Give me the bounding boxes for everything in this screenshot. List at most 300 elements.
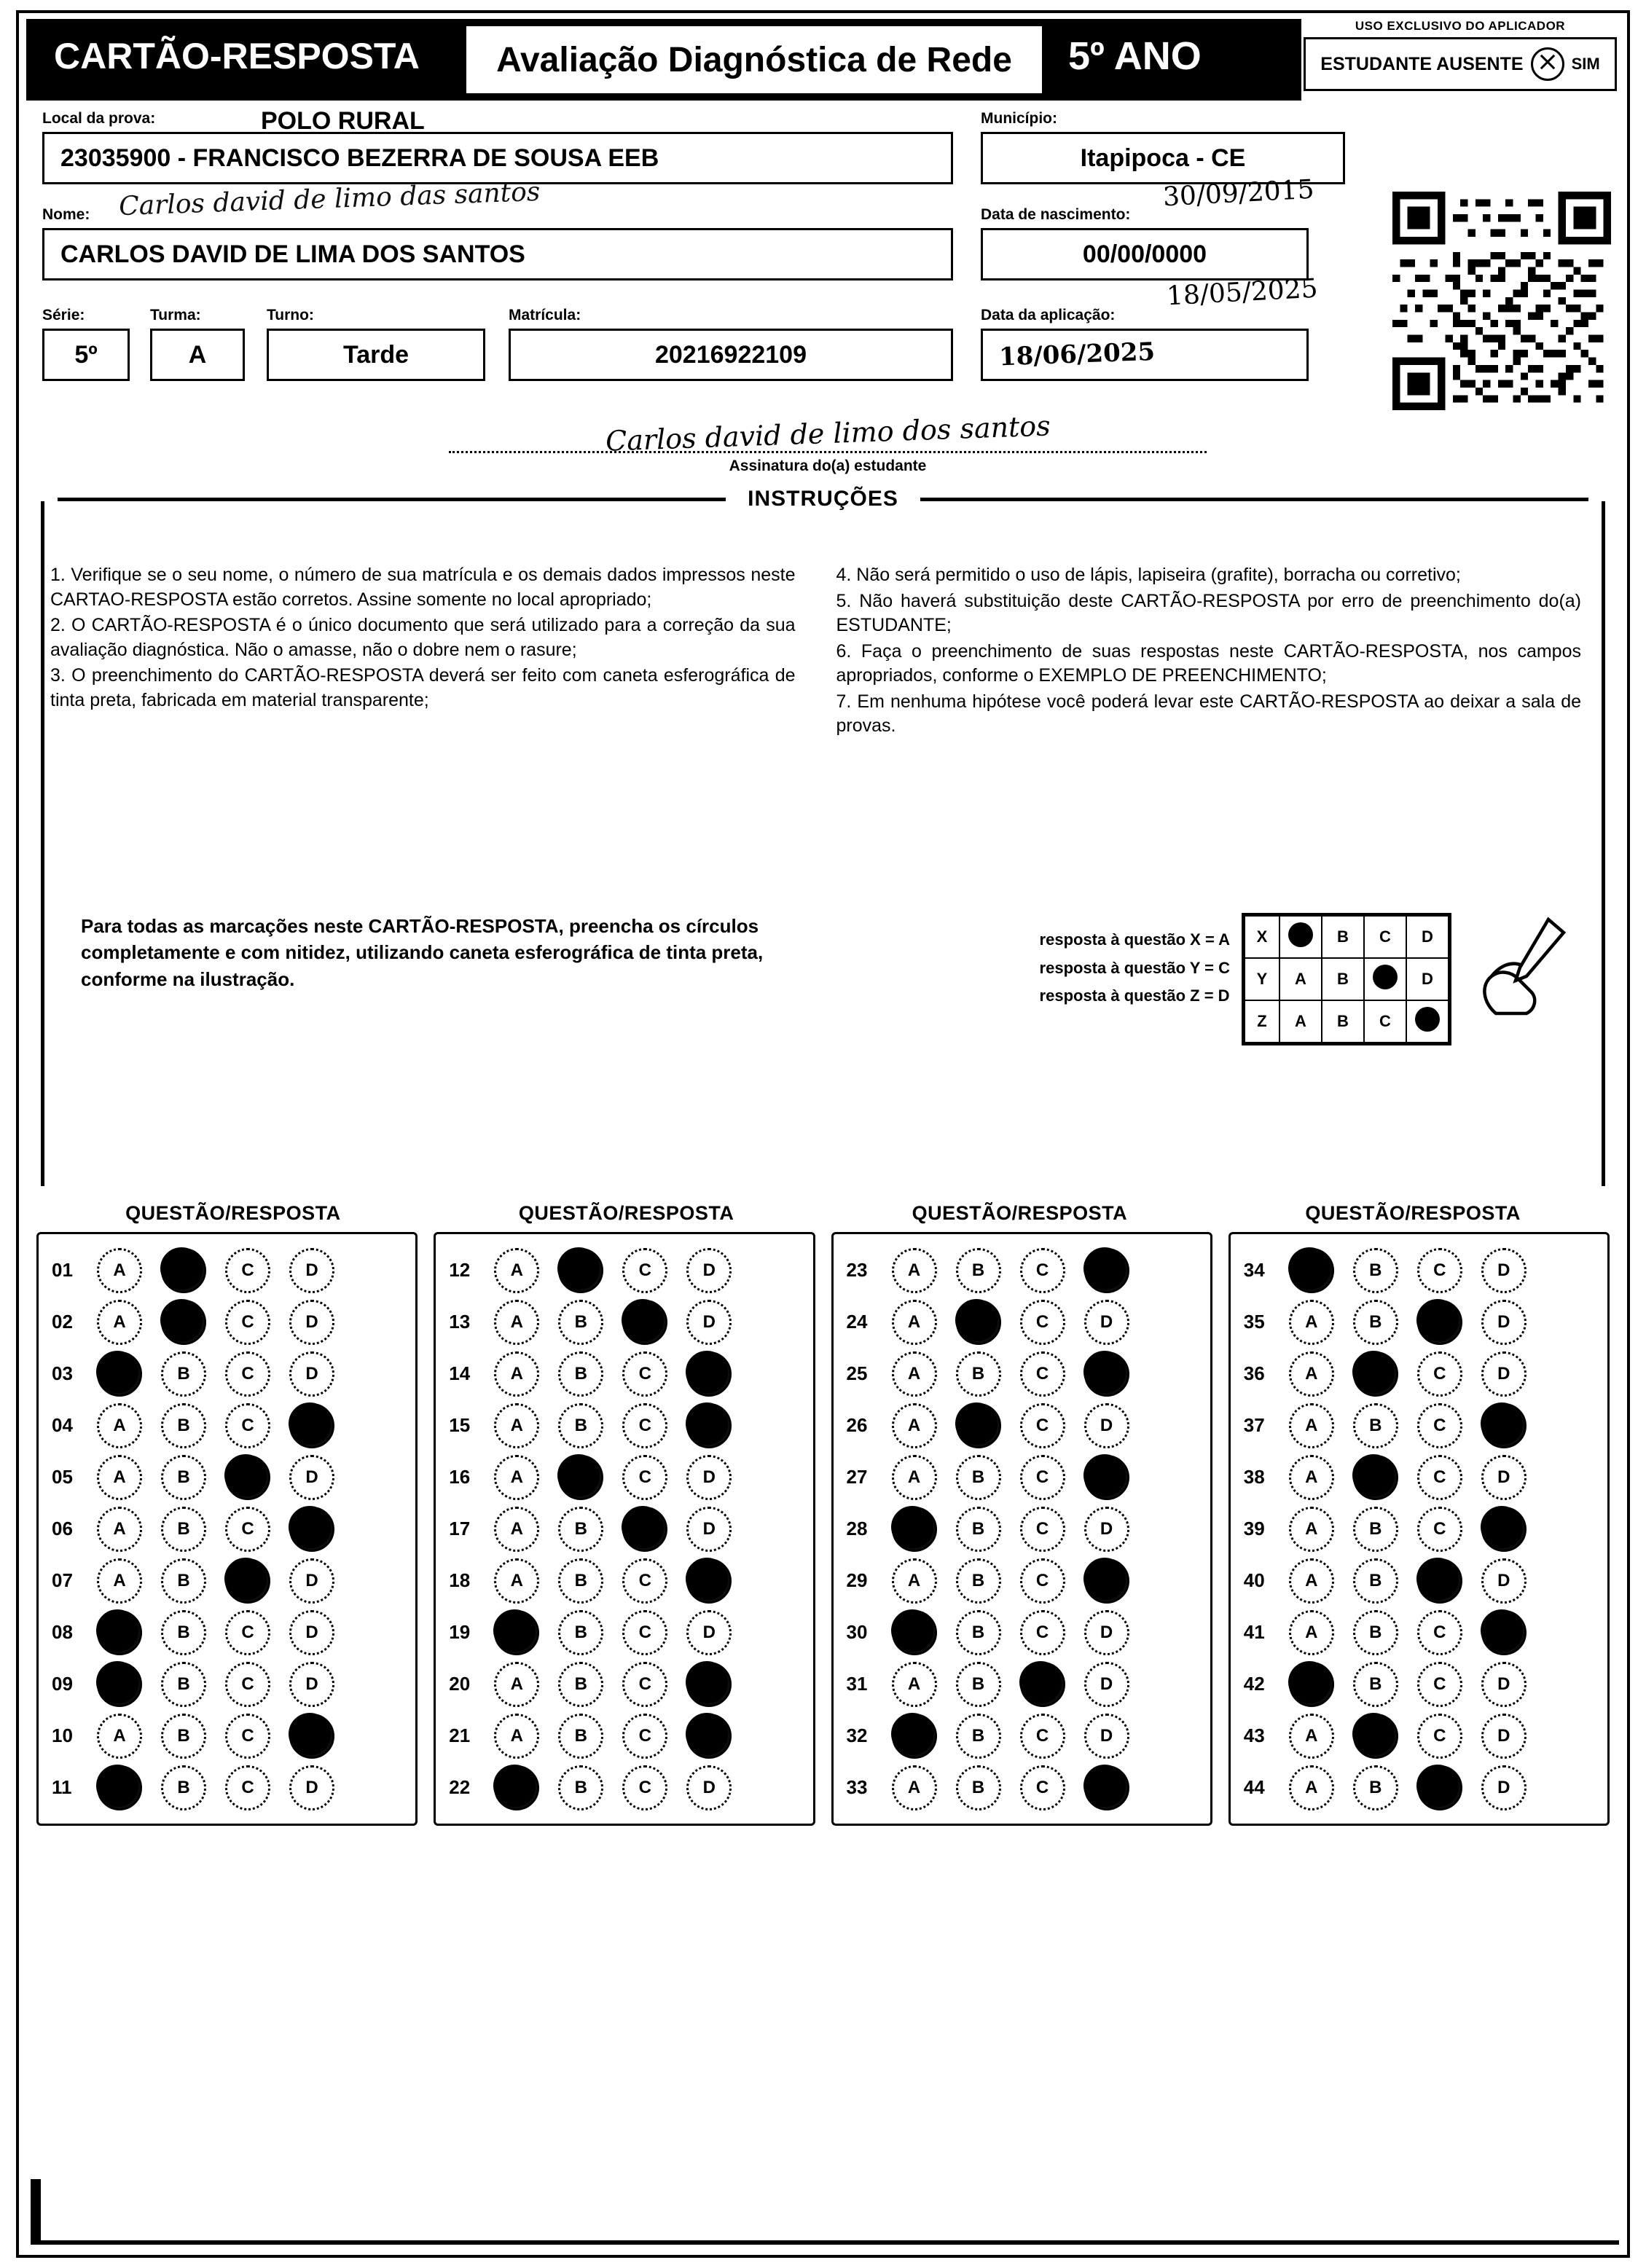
question-number: 11 (52, 1776, 72, 1798)
absent-box[interactable] (1304, 37, 1617, 91)
answer-bubble[interactable]: B (161, 1558, 206, 1604)
answer-bubble[interactable]: C (622, 1714, 667, 1759)
nascimento-field-group (981, 174, 1315, 280)
turno-label: Turno: (267, 307, 314, 323)
answer-bubble[interactable]: A (494, 1558, 539, 1604)
nascimento-handwriting: 30/09/2015 (1162, 174, 1315, 213)
answer-bubble[interactable]: B (956, 1714, 1001, 1759)
answer-bubble[interactable]: A (494, 1455, 539, 1500)
example-legend-line: resposta à questão X = A (1039, 930, 1230, 949)
answer-bubble-marked[interactable] (161, 1248, 206, 1293)
answer-bubble[interactable]: C (225, 1300, 270, 1345)
example-legend-line: resposta à questão Y = C (1039, 958, 1230, 977)
answer-bubble[interactable]: D (1084, 1403, 1129, 1448)
answer-bubble-marked[interactable] (225, 1558, 270, 1604)
answer-bubble[interactable]: D (1084, 1300, 1129, 1345)
question-row (46, 1503, 408, 1555)
answer-bubble[interactable]: A (494, 1248, 539, 1293)
question-number: 06 (52, 1518, 73, 1539)
question-number: 01 (52, 1259, 73, 1281)
answer-bubble[interactable]: B (1353, 1662, 1398, 1707)
instructions-title: INSTRUÇÕES (739, 487, 907, 511)
answer-bubble[interactable]: C (622, 1765, 667, 1810)
turno-field-group (267, 307, 485, 381)
answer-bubble[interactable]: C (1417, 1248, 1462, 1293)
title-rule-left (58, 498, 726, 501)
turma-field (150, 329, 245, 381)
answer-bubble[interactable]: B (558, 1351, 603, 1397)
answer-bubble[interactable]: A (1289, 1714, 1334, 1759)
question-number: 41 (1243, 1621, 1265, 1643)
exam-title-box (466, 26, 1042, 93)
question-row (1238, 1244, 1600, 1296)
answer-bubble[interactable]: A (892, 1403, 937, 1448)
answer-bubble-marked[interactable] (558, 1455, 603, 1500)
answer-bubble[interactable]: D (1084, 1610, 1129, 1655)
answer-bubble[interactable]: A (97, 1507, 142, 1552)
nome-label: Nome: (42, 206, 90, 223)
question-number: 36 (1243, 1362, 1265, 1384)
example-row (1245, 916, 1449, 958)
question-number: 20 (449, 1673, 471, 1695)
answer-bubble[interactable]: C (1417, 1714, 1462, 1759)
question-row (1238, 1348, 1600, 1400)
answer-bubble[interactable]: C (1417, 1403, 1462, 1448)
question-row (443, 1710, 805, 1762)
answer-bubble-marked[interactable] (1289, 1248, 1334, 1293)
answer-bubble-marked[interactable] (1417, 1558, 1462, 1604)
answer-bubble-marked[interactable] (1481, 1610, 1527, 1655)
answer-bubble[interactable]: C (1020, 1507, 1065, 1552)
answer-bubble[interactable]: D (686, 1248, 732, 1293)
answer-bubble[interactable]: D (289, 1351, 334, 1397)
answer-bubble[interactable]: C (1020, 1455, 1065, 1500)
turma-label: Turma: (150, 307, 201, 323)
answer-bubble[interactable]: C (1020, 1403, 1065, 1448)
question-number: 10 (52, 1724, 73, 1746)
example-bubble: C (1364, 916, 1406, 958)
aplicacao-handwriting: 18/05/2025 (1166, 273, 1319, 312)
answer-bubble[interactable]: D (1084, 1662, 1129, 1707)
answer-bubble-marked[interactable] (225, 1455, 270, 1500)
answer-bubble-marked[interactable] (558, 1248, 603, 1293)
instructions-title-bar (44, 487, 1602, 511)
answer-bubble[interactable]: D (289, 1300, 334, 1345)
answer-bubble-marked[interactable] (892, 1610, 937, 1655)
instruction-item: 2. O CARTÃO-RESPOSTA é o único documento que será utilizado para a correção da sua avaliação diagnóstica. Não o amasse, não o dobre nem o rasure; (50, 615, 796, 660)
answer-bubble[interactable]: C (622, 1610, 667, 1655)
answer-bubble[interactable]: D (1481, 1300, 1527, 1345)
answer-bubble[interactable]: B (1353, 1610, 1398, 1655)
qr-code (1392, 192, 1611, 410)
question-row (841, 1710, 1203, 1762)
answer-bubble[interactable]: A (1289, 1455, 1334, 1500)
question-number: 03 (52, 1362, 73, 1384)
turno-field (267, 329, 485, 381)
example-legend (1040, 913, 1230, 1011)
answer-bubble-marked[interactable] (686, 1558, 732, 1604)
answer-bubble[interactable]: B (558, 1558, 603, 1604)
answer-bubble-marked[interactable] (1084, 1558, 1129, 1604)
answer-bubble[interactable]: C (622, 1455, 667, 1500)
example-bubble: A (1279, 1000, 1322, 1043)
answer-bubble[interactable]: D (1481, 1248, 1527, 1293)
answer-bubble[interactable]: C (1020, 1610, 1065, 1655)
question-number: 19 (449, 1621, 471, 1643)
matricula-value: 20216922109 (654, 340, 807, 369)
question-row (1238, 1400, 1600, 1451)
answer-bubble[interactable]: B (1353, 1248, 1398, 1293)
aplicacao-label: Data da aplicação: (981, 307, 1116, 323)
answer-bubble[interactable]: C (225, 1351, 270, 1397)
example-bubble: D (1406, 916, 1449, 958)
turma-value: A (188, 340, 207, 369)
answers-column (36, 1232, 418, 1826)
answer-bubble[interactable]: C (225, 1662, 270, 1707)
answer-bubble[interactable]: A (892, 1455, 937, 1500)
answer-bubble[interactable]: B (161, 1351, 206, 1397)
answer-bubble[interactable]: A (892, 1351, 937, 1397)
answer-bubble[interactable]: A (1289, 1610, 1334, 1655)
nome-handwriting: Carlos david de limo das santos (118, 176, 541, 222)
answers-column-header: QUESTÃO/RESPOSTA (1305, 1202, 1521, 1224)
question-row (443, 1400, 805, 1451)
nome-field (42, 228, 953, 280)
answer-bubble[interactable]: D (289, 1765, 334, 1810)
nome-field-group (42, 176, 953, 280)
answer-bubble-marked[interactable] (956, 1403, 1001, 1448)
absent-label: ESTUDANTE AUSENTE (1320, 53, 1524, 74)
answer-bubble-marked[interactable] (494, 1765, 539, 1810)
answer-bubble[interactable]: C (1417, 1662, 1462, 1707)
answer-bubble[interactable]: B (161, 1662, 206, 1707)
signature-handwriting: Carlos david de limo dos santos (605, 409, 1051, 458)
answer-bubble[interactable]: B (558, 1507, 603, 1552)
filled-bubble-icon (1415, 1007, 1440, 1032)
answer-bubble[interactable]: A (97, 1714, 142, 1759)
question-number: 39 (1243, 1518, 1265, 1539)
answer-bubble[interactable]: C (225, 1610, 270, 1655)
question-number: 21 (449, 1724, 471, 1746)
question-number: 43 (1243, 1724, 1265, 1746)
answer-bubble[interactable]: B (558, 1300, 603, 1345)
school-field (42, 132, 953, 184)
answer-bubble[interactable]: D (289, 1662, 334, 1707)
nascimento-field (981, 228, 1309, 280)
answer-bubble[interactable]: D (686, 1610, 732, 1655)
answer-bubble-marked[interactable] (1353, 1351, 1398, 1397)
answer-bubble[interactable]: C (1417, 1507, 1462, 1552)
answer-bubble[interactable]: D (289, 1248, 334, 1293)
question-number: 22 (449, 1776, 471, 1798)
question-number: 33 (846, 1776, 868, 1798)
answer-bubble[interactable]: B (1353, 1507, 1398, 1552)
answer-bubble[interactable]: B (956, 1610, 1001, 1655)
header (19, 13, 1627, 104)
answer-bubble[interactable]: A (1289, 1765, 1334, 1810)
instruction-item: 7. Em nenhuma hipótese você poderá levar este CARTÃO-RESPOSTA ao deixar a sala de provas. (836, 691, 1581, 736)
instructions-frame (41, 487, 1605, 1186)
answer-bubble-marked[interactable] (1084, 1765, 1129, 1810)
answer-bubble-marked[interactable] (97, 1610, 142, 1655)
question-row (46, 1710, 408, 1762)
answer-bubble-marked[interactable] (1084, 1455, 1129, 1500)
answer-bubble-marked[interactable] (1353, 1714, 1398, 1759)
answer-bubble[interactable]: D (1481, 1714, 1527, 1759)
example-row-label: Z (1245, 1000, 1279, 1043)
question-row (443, 1296, 805, 1348)
answer-bubble[interactable]: B (161, 1610, 206, 1655)
answer-bubble-marked[interactable] (1481, 1507, 1527, 1552)
answer-bubble-marked[interactable] (289, 1403, 334, 1448)
matricula-field (509, 329, 953, 381)
answer-bubble[interactable]: D (686, 1507, 732, 1552)
answer-bubble-marked[interactable] (97, 1765, 142, 1810)
signature-line (449, 451, 1207, 453)
question-row (443, 1503, 805, 1555)
answer-bubble[interactable]: A (494, 1714, 539, 1759)
polo-value: POLO RURAL (261, 107, 425, 135)
answer-bubble[interactable]: A (97, 1300, 142, 1345)
answer-bubble-marked[interactable] (686, 1714, 732, 1759)
answer-bubble[interactable]: B (558, 1610, 603, 1655)
answer-bubble[interactable]: A (97, 1558, 142, 1604)
answer-bubble[interactable]: B (161, 1507, 206, 1552)
answer-bubble[interactable]: D (1481, 1765, 1527, 1810)
question-number: 29 (846, 1569, 868, 1591)
question-row (1238, 1503, 1600, 1555)
answer-bubble-marked[interactable] (1353, 1455, 1398, 1500)
filled-bubble-icon (1288, 922, 1313, 947)
card-title: CARTÃO-RESPOSTA (54, 36, 420, 76)
grade-label: 5º ANO (1068, 34, 1202, 78)
example-bubble: D (1406, 958, 1449, 1000)
answer-bubble-marked[interactable] (622, 1507, 667, 1552)
answer-bubble[interactable]: B (1353, 1403, 1398, 1448)
question-number: 24 (846, 1311, 868, 1333)
answer-bubble[interactable]: C (622, 1403, 667, 1448)
answer-bubble[interactable]: A (1289, 1300, 1334, 1345)
answer-bubble-marked[interactable] (1289, 1662, 1334, 1707)
answer-bubble[interactable]: D (1481, 1558, 1527, 1604)
nascimento-value: 00/00/0000 (1082, 240, 1207, 268)
answer-bubble[interactable]: A (892, 1558, 937, 1604)
answer-bubble[interactable]: D (289, 1558, 334, 1604)
answer-bubble-marked[interactable] (892, 1507, 937, 1552)
matricula-field-group (509, 307, 953, 381)
answer-bubble[interactable]: C (225, 1507, 270, 1552)
answer-bubble[interactable]: C (622, 1351, 667, 1397)
question-row (1238, 1710, 1600, 1762)
question-number: 35 (1243, 1311, 1265, 1333)
question-row (841, 1244, 1203, 1296)
question-number: 25 (846, 1362, 868, 1384)
answer-bubble[interactable]: D (1481, 1455, 1527, 1500)
answers-column (831, 1232, 1212, 1826)
answer-bubble[interactable]: A (494, 1403, 539, 1448)
answer-bubble-marked[interactable] (1417, 1300, 1462, 1345)
serie-label: Série: (42, 307, 85, 323)
answer-bubble[interactable]: D (289, 1455, 334, 1500)
filled-bubble-icon (1373, 965, 1398, 989)
question-row (1238, 1658, 1600, 1710)
answer-bubble[interactable]: A (494, 1300, 539, 1345)
question-number: 26 (846, 1414, 868, 1436)
answer-bubble[interactable]: C (622, 1248, 667, 1293)
example-legend-line: resposta à questão Z = D (1039, 986, 1230, 1005)
answer-bubble-marked[interactable] (1020, 1662, 1065, 1707)
answer-bubble[interactable]: B (1353, 1558, 1398, 1604)
answer-bubble[interactable]: B (558, 1403, 603, 1448)
footer-rule (31, 2240, 1619, 2245)
answer-bubble[interactable]: A (494, 1507, 539, 1552)
answer-bubble[interactable]: D (1481, 1662, 1527, 1707)
answer-bubble-marked[interactable] (1084, 1248, 1129, 1293)
example-grid (1242, 913, 1451, 1045)
answer-bubble[interactable]: B (956, 1765, 1001, 1810)
answer-bubble[interactable]: A (494, 1662, 539, 1707)
answer-bubble[interactable]: C (225, 1403, 270, 1448)
instruction-item: 5. Não haverá substituição deste CARTÃO-RESPOSTA por erro de preenchimento do(a) ESTUDANTE; (836, 590, 1581, 635)
answer-bubble[interactable]: D (686, 1455, 732, 1500)
answer-bubble[interactable]: B (956, 1558, 1001, 1604)
answer-bubble[interactable]: A (1289, 1403, 1334, 1448)
answer-bubble[interactable]: A (892, 1765, 937, 1810)
example-bubble: C (1364, 1000, 1406, 1043)
answer-bubble[interactable]: B (161, 1714, 206, 1759)
answer-bubble[interactable]: A (892, 1248, 937, 1293)
answer-bubble[interactable]: A (1289, 1558, 1334, 1604)
example-row (1245, 1000, 1449, 1043)
question-row (841, 1348, 1203, 1400)
answer-bubble-marked[interactable] (686, 1351, 732, 1397)
answer-bubble-marked[interactable] (494, 1610, 539, 1655)
question-row (443, 1451, 805, 1503)
answer-bubble[interactable]: B (956, 1351, 1001, 1397)
example-bubble-filled (1279, 916, 1322, 958)
answer-bubble[interactable]: B (956, 1248, 1001, 1293)
answer-bubble[interactable]: D (289, 1610, 334, 1655)
question-row (1238, 1451, 1600, 1503)
answer-bubble-marked[interactable] (97, 1351, 142, 1397)
answer-bubble[interactable]: B (558, 1662, 603, 1707)
question-number: 15 (449, 1414, 471, 1436)
question-row (841, 1451, 1203, 1503)
municipio-value: Itapipoca - CE (1080, 144, 1246, 172)
signature-label: Assinatura do(a) estudante (729, 458, 927, 474)
title-rule-right (920, 498, 1588, 501)
answer-bubble[interactable]: A (1289, 1351, 1334, 1397)
local-field-group (42, 107, 953, 184)
answer-bubble[interactable]: A (892, 1662, 937, 1707)
turno-value: Tarde (342, 340, 409, 369)
answer-bubble[interactable]: C (1020, 1765, 1065, 1810)
answer-bubble[interactable]: C (1020, 1248, 1065, 1293)
answer-bubble[interactable]: D (686, 1765, 732, 1810)
answer-bubble[interactable]: C (622, 1558, 667, 1604)
answer-bubble-marked[interactable] (1481, 1403, 1527, 1448)
question-row (443, 1606, 805, 1658)
answer-bubble-marked[interactable] (1084, 1351, 1129, 1397)
school-value: 23035900 - FRANCISCO BEZERRA DE SOUSA EEB (60, 144, 659, 172)
question-row (841, 1606, 1203, 1658)
x-circle-icon[interactable] (1531, 47, 1564, 81)
answer-bubble-marked[interactable] (892, 1714, 937, 1759)
answer-bubble-marked[interactable] (686, 1403, 732, 1448)
answer-bubble[interactable]: C (622, 1662, 667, 1707)
answer-bubble[interactable]: C (1020, 1351, 1065, 1397)
answer-bubble-marked[interactable] (161, 1300, 206, 1345)
answer-bubble[interactable]: B (1353, 1765, 1398, 1810)
answer-bubble[interactable]: D (1084, 1507, 1129, 1552)
question-row (841, 1400, 1203, 1451)
example-bubble: B (1322, 916, 1364, 958)
answer-bubble-marked[interactable] (686, 1662, 732, 1707)
answer-bubble[interactable]: A (494, 1351, 539, 1397)
answer-bubble[interactable]: B (161, 1403, 206, 1448)
answer-bubble[interactable]: C (1020, 1300, 1065, 1345)
answer-bubble-marked[interactable] (97, 1662, 142, 1707)
example-row-label: Y (1245, 958, 1279, 1000)
question-row (46, 1348, 408, 1400)
answer-bubble[interactable]: B (558, 1714, 603, 1759)
answer-bubble[interactable]: B (956, 1455, 1001, 1500)
answer-bubble-marked[interactable] (289, 1714, 334, 1759)
answer-bubble[interactable]: C (1417, 1351, 1462, 1397)
answer-bubble-marked[interactable] (1417, 1765, 1462, 1810)
answer-bubble[interactable]: C (1417, 1610, 1462, 1655)
answer-bubble[interactable]: B (956, 1507, 1001, 1552)
answer-bubble[interactable]: C (225, 1248, 270, 1293)
answer-bubble[interactable]: A (892, 1300, 937, 1345)
question-number: 38 (1243, 1466, 1265, 1488)
answer-bubble-marked[interactable] (289, 1507, 334, 1552)
answer-bubble[interactable]: C (1020, 1558, 1065, 1604)
question-row (841, 1658, 1203, 1710)
question-number: 14 (449, 1362, 471, 1384)
answer-bubble[interactable]: C (225, 1765, 270, 1810)
question-row (443, 1348, 805, 1400)
answer-bubble[interactable]: C (1417, 1455, 1462, 1500)
signature-block (427, 409, 1228, 475)
example-bubble-filled (1406, 1000, 1449, 1043)
answer-bubble[interactable]: A (97, 1248, 142, 1293)
answer-bubble[interactable]: D (686, 1300, 732, 1345)
nascimento-label: Data de nascimento: (981, 206, 1131, 223)
answers-column (434, 1232, 815, 1826)
answer-bubble[interactable]: B (1353, 1300, 1398, 1345)
answer-bubble[interactable]: C (225, 1714, 270, 1759)
answer-bubble[interactable]: B (956, 1662, 1001, 1707)
answer-bubble[interactable]: A (97, 1403, 142, 1448)
answer-bubble-marked[interactable] (622, 1300, 667, 1345)
question-row (1238, 1296, 1600, 1348)
local-label: Local da prova: (42, 110, 156, 127)
municipio-label: Município: (981, 110, 1057, 127)
answer-bubble[interactable]: A (1289, 1507, 1334, 1552)
answer-bubble[interactable]: B (558, 1765, 603, 1810)
question-row (841, 1762, 1203, 1813)
answer-bubble[interactable]: B (161, 1455, 206, 1500)
answer-bubble[interactable]: B (161, 1765, 206, 1810)
question-number: 12 (449, 1259, 471, 1281)
answer-bubble-marked[interactable] (956, 1300, 1001, 1345)
instructions-right-column (836, 563, 1582, 740)
answer-bubble[interactable]: D (1084, 1714, 1129, 1759)
answer-bubble[interactable]: A (97, 1455, 142, 1500)
answer-bubble[interactable]: D (1481, 1351, 1527, 1397)
answer-bubble[interactable]: C (1020, 1714, 1065, 1759)
